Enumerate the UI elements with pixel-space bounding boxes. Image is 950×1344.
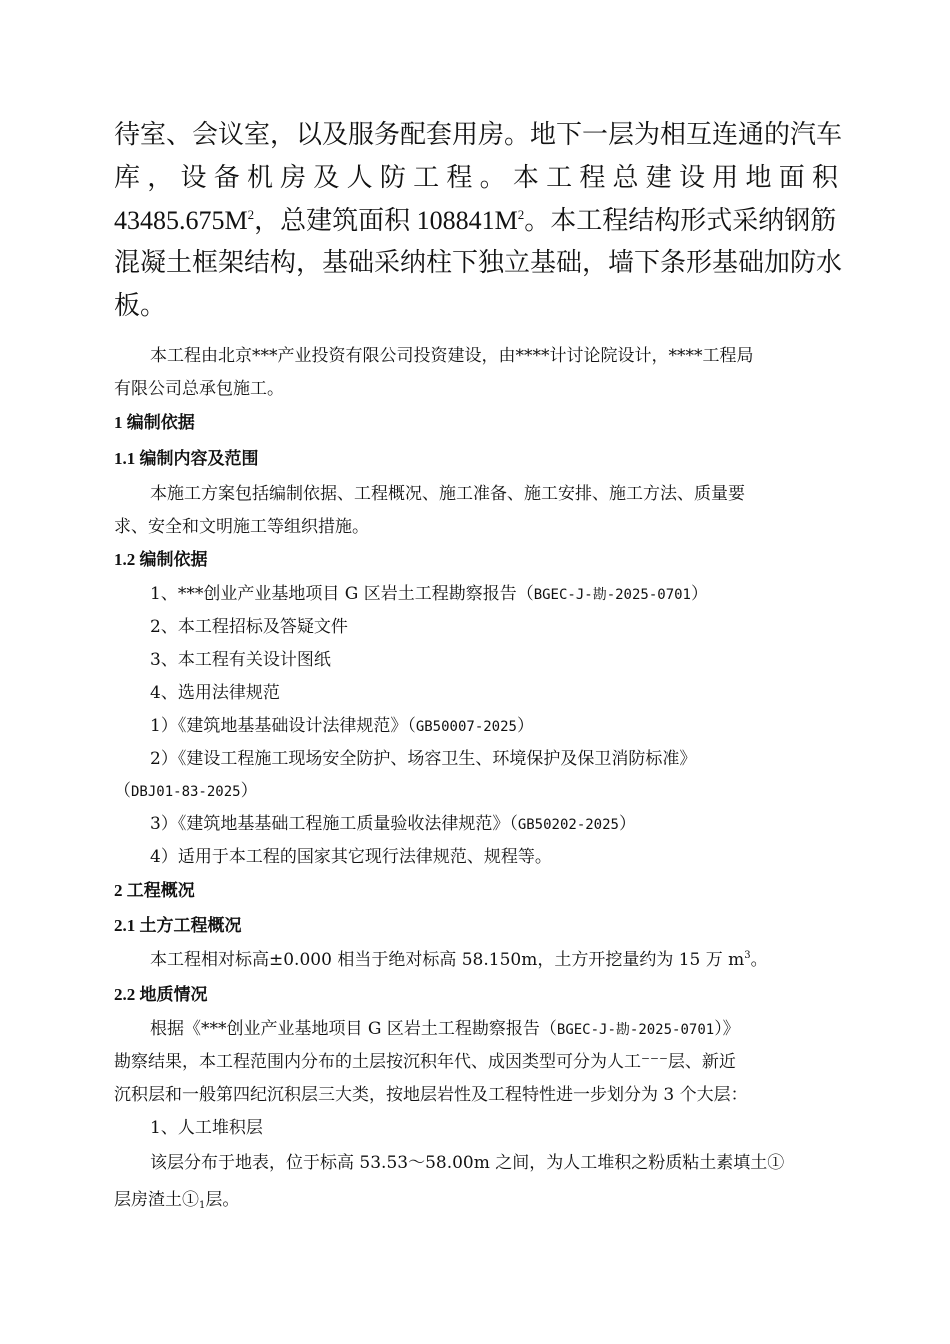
geology-line-1: 根据《***创业产业基地项目 G 区岩土工程勘察报告（BGEC-J-勘-2025-0701）》 bbox=[150, 1019, 740, 1039]
intro-line-1: 待室、会议室，以及服务配套用房。地下一层为相互连通的汽车 bbox=[114, 120, 843, 150]
owner-paragraph-line-2: 有限公司总承包施工。 bbox=[114, 379, 284, 399]
layer-1-text-line-1: 该层分布于地表，位于标高 53.53～58.00m 之间，为人工堆积之粉质粘土素填土① bbox=[150, 1153, 785, 1173]
section-1-1-text-line-2: 求、安全和文明施工等组织措施。 bbox=[114, 517, 369, 537]
section-1-2-heading: 1.2 编制依据 bbox=[114, 550, 208, 569]
section-2-heading: 2 工程概况 bbox=[114, 881, 195, 900]
geology-line-3: 沉积层和一般第四纪沉积层三大类，按地层岩性及工程特性进一步划分为 3 个大层： bbox=[114, 1085, 748, 1105]
geology-line-2: 勘察结果，本工程范围内分布的土层按沉积年代、成因类型可分为人工⁻⁻⁻层、新近 bbox=[114, 1052, 736, 1072]
law-item-2-line-1: 2）《建设工程施工现场安全防护、场容卫生、环境保护及保卫消防标准》 bbox=[150, 749, 697, 769]
section-1-heading: 1 编制依据 bbox=[114, 413, 195, 432]
layer-1-title: 1、人工堆积层 bbox=[150, 1118, 263, 1138]
section-1-1-heading: 1.1 编制内容及范围 bbox=[114, 449, 259, 468]
layer-1-text-line-2: 层房渣土$①_1$层。 bbox=[114, 1190, 240, 1211]
law-item-4: 4）适用于本工程的国家其它现行法律规范、规程等。 bbox=[150, 847, 552, 867]
intro-line-4: 混凝土框架结构，基础采纳柱下独立基础，墙下条形基础加防水 bbox=[114, 248, 843, 278]
section-2-1-heading: 2.1 土方工程概况 bbox=[114, 916, 242, 935]
basis-item-3: 3、本工程有关设计图纸 bbox=[150, 650, 331, 670]
earthwork-text: 本工程相对标高±0.000 相当于绝对标高 58.150m，土方开挖量约为 15 万 $m^3$。 bbox=[150, 950, 768, 970]
basis-item-2: 2、本工程招标及答疑文件 bbox=[150, 617, 348, 637]
basis-item-1: 1、***创业产业基地项目 G 区岩土工程勘察报告（BGEC-J-勘-2025-0701） bbox=[150, 584, 708, 604]
section-1-1-text-line-1: 本施工方案包括编制依据、工程概况、施工准备、施工安排、施工方法、质量要 bbox=[150, 484, 745, 504]
law-item-1: 1）《建筑地基基础设计法律规范》（GB50007-2025） bbox=[150, 716, 534, 736]
owner-paragraph-line-1: 本工程由北京***产业投资有限公司投资建设，由****计讨论院设计，****工程局 bbox=[150, 346, 754, 366]
intro-line-5: 板。 bbox=[114, 291, 167, 321]
basis-item-4: 4、选用法律规范 bbox=[150, 683, 280, 703]
law-item-2-line-2: （DBJ01-83-2025） bbox=[114, 781, 258, 801]
intro-line-2: 库，设备机房及人防工程。本工程总建设用地面积 bbox=[114, 163, 838, 193]
intro-line-3: $43485.675M^2$，总建筑面积 $108841M^2$。本工程结构形式采纳钢筋 bbox=[114, 206, 837, 235]
section-2-2-heading: 2.2 地质情况 bbox=[114, 985, 208, 1004]
law-item-3: 3）《建筑地基基础工程施工质量验收法律规范》（GB50202-2025） bbox=[150, 814, 636, 834]
